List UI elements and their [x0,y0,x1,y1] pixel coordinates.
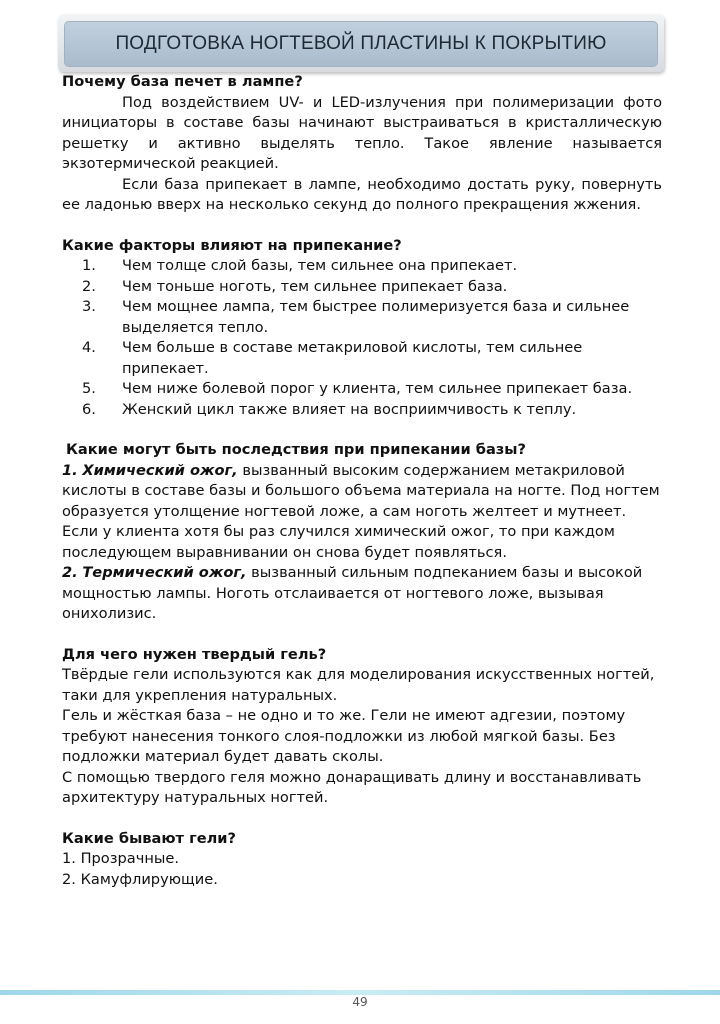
list-item: 6. Женский цикл также влияет на восприимчивость к теплу. [82,400,577,418]
page-content [62,72,662,890]
section-heading-consequences: Какие могут быть последствия при припекании базы? [66,441,526,458]
paragraph: С помощью твердого геля можно донаращивать длину и восстанавливать архитектуру натуральных ногтей. [62,768,642,806]
paragraph-chemical-burn: 1. Химический ожог, вызванный высоким содержанием метакриловой кислоты в составе базы и большого объема материала на ногте. Под ногтем образуется утолщение ногтевой ложе, а сам ноготь желтеет и мутнеет. [62,461,660,520]
header-banner [64,21,658,67]
paragraph-thermal-burn: 2. Термический ожог, вызванный сильным подпеканием базы и высокой мощностью лампы. Ноготь отслаивается от ногтевого ложе, вызывая онихолизис. [62,564,643,622]
section-heading-factors: Какие факторы влияют на припекание? [62,236,402,254]
list-item: 1. Чем толще слой базы, тем сильнее она припекает. [82,257,518,274]
section-heading-hard-gel: Для чего нужен твердый гель? [62,645,327,663]
list-item: 2. Чем тоньше ноготь, тем сильнее припекает база. [82,277,508,295]
section-heading-gel-types: Какие бывают гели? [62,829,236,847]
paragraph: Гель и жёсткая база – не одно и то же. Гели не имеют адгезии, поэтому требуют нанесения тонкого слоя-подложки из любой мягкой базы. Без подложки материал будет давать сколы. [62,707,626,765]
list-item: 1. Прозрачные. [62,850,179,867]
paragraph: Если база припекает в лампе, необходимо достать руку, повернуть ее ладонью вверх на несколько секунд до полного прекращения жжения. [62,175,662,213]
list-item: 5. Чем ниже болевой порог у клиента, тем сильнее припекает база. [82,380,633,397]
paragraph: Под воздействием UV- и LED-излучения при полимеризации фото инициаторы в составе базы начинают выстраиваться в кристаллическую решетку и активно выделять тепло. Такое явление называется экзотермической реакцией. [62,93,662,172]
paragraph: Твёрдые гели используются как для моделирования искусственных ногтей, таки для укрепления натуральных. [62,666,655,704]
list-item: 2. Камуфлирующие. [62,870,218,888]
list-item: 4. Чем больше в составе метакриловой кислоты, тем сильнее припекает. [82,339,583,377]
page-number: 49 [352,995,368,1009]
section-heading-base-heat: Почему база печет в лампе? [62,73,303,90]
page-title: ПОДГОТОВКА НОГТЕВОЙ ПЛАСТИНЫ К ПОКРЫТИЮ [115,33,607,54]
paragraph: Если у клиента хотя бы раз случился химический ожог, то при каждом последующем выравнивании он снова будет появляться. [62,523,615,561]
factors-list [62,256,662,420]
header-frame [58,14,664,72]
list-item: 3. Чем мощнее лампа, тем быстрее полимеризуется база и сильнее выделяется тепло. [82,298,630,336]
